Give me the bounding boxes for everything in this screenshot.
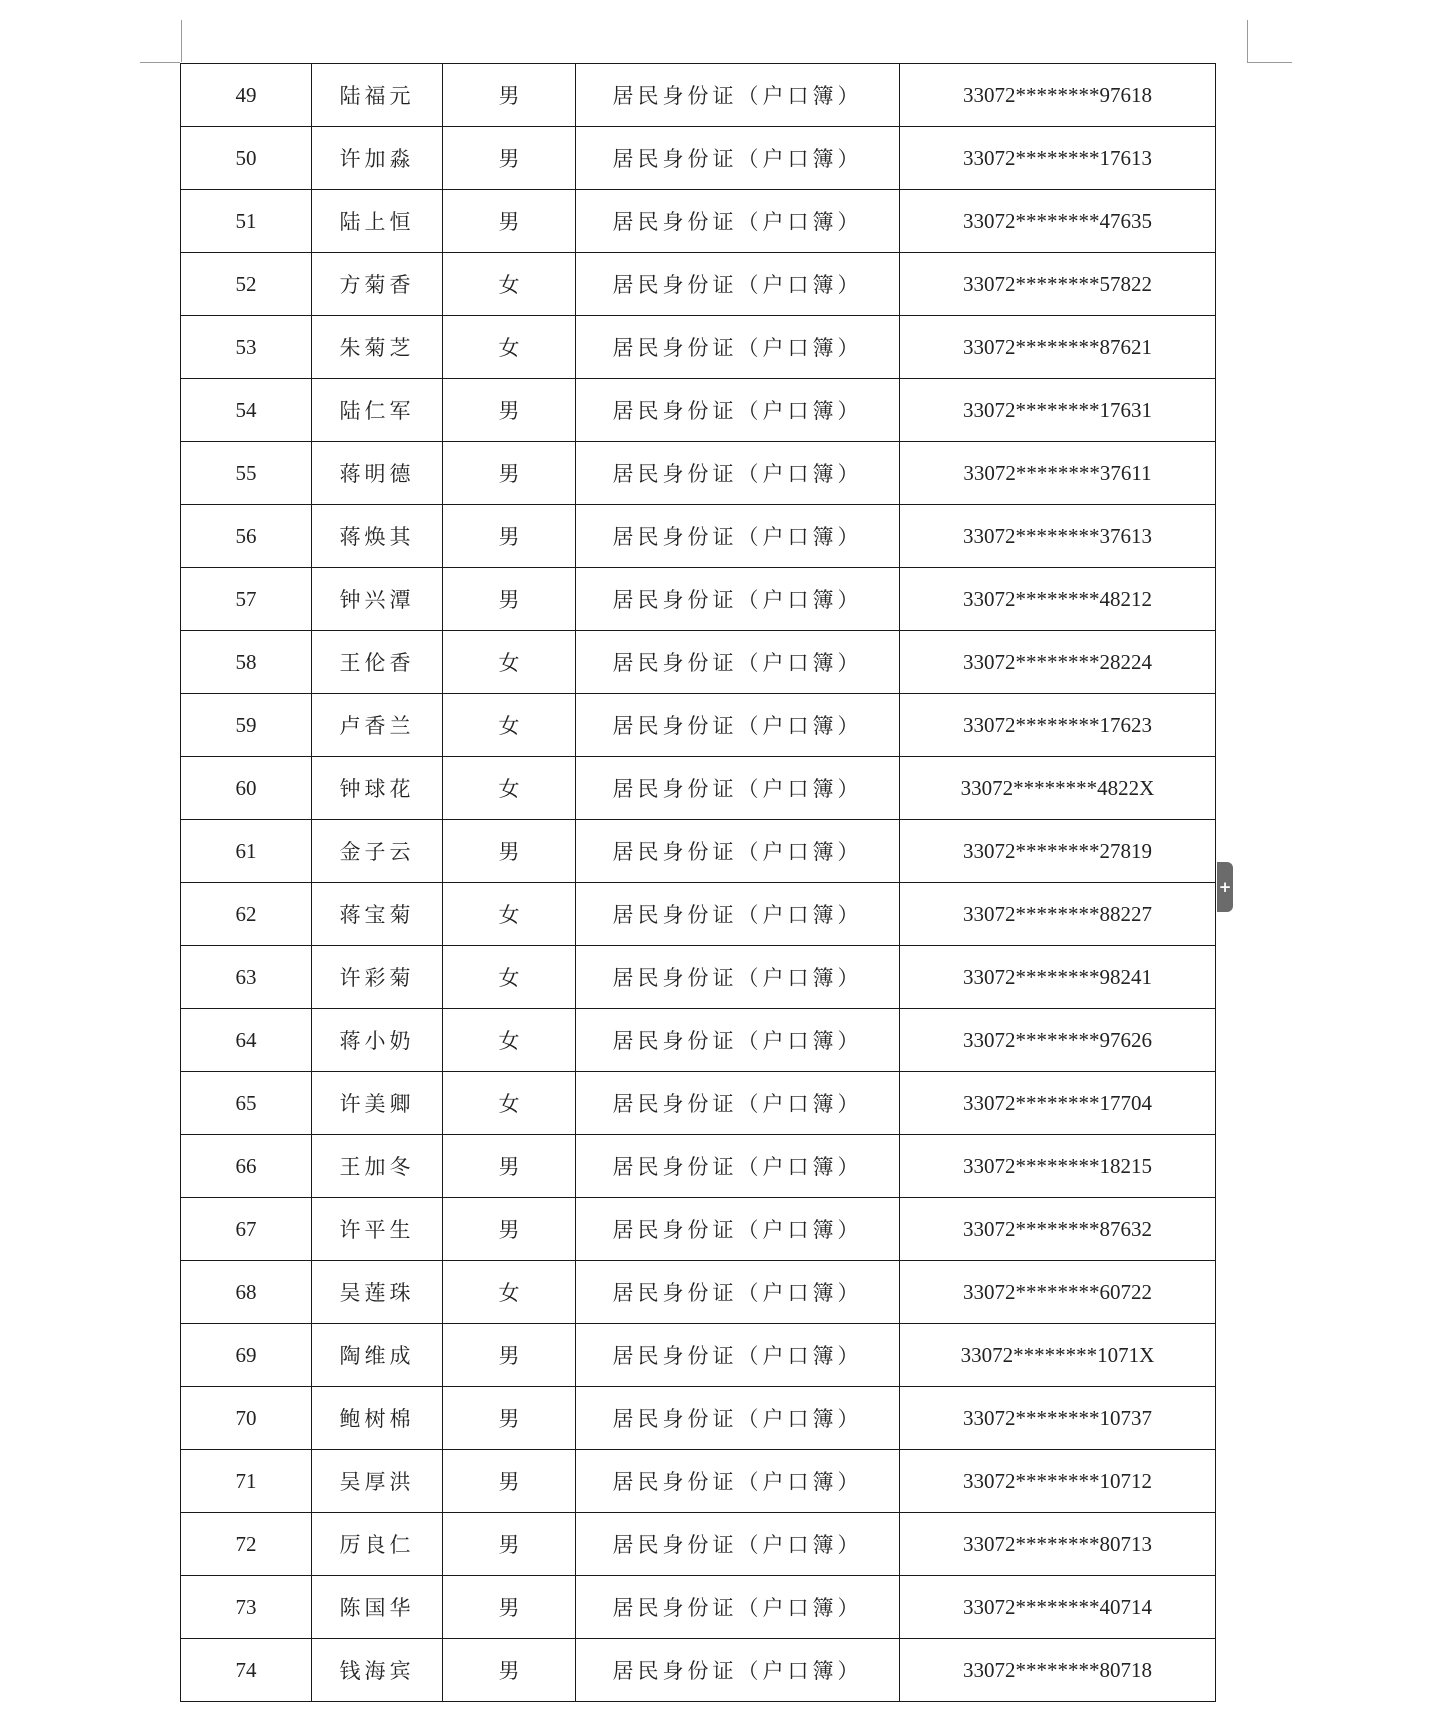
table-row xyxy=(181,694,1216,757)
plus-icon: + xyxy=(1218,878,1232,896)
gender-cell: 男 xyxy=(443,505,576,568)
name-cell: 许美卿 xyxy=(312,1072,443,1135)
row-number-cell: 53 xyxy=(181,316,312,379)
id-number-cell: 33072********80713 xyxy=(900,1513,1216,1576)
name-cell: 朱菊芝 xyxy=(312,316,443,379)
table-row xyxy=(181,1135,1216,1198)
table-row xyxy=(181,316,1216,379)
table-row xyxy=(181,442,1216,505)
name-cell: 陆上恒 xyxy=(312,190,443,253)
side-expand-tab[interactable] xyxy=(1217,862,1233,912)
name-cell: 钟球花 xyxy=(312,757,443,820)
id-number-cell: 33072********28224 xyxy=(900,631,1216,694)
name-cell: 蒋焕其 xyxy=(312,505,443,568)
name-cell: 陆福元 xyxy=(312,64,443,127)
row-number-cell: 68 xyxy=(181,1261,312,1324)
name-cell: 王伦香 xyxy=(312,631,443,694)
crop-mark-top-right-vertical xyxy=(1247,20,1248,62)
table-row xyxy=(181,1324,1216,1387)
gender-cell: 男 xyxy=(443,1576,576,1639)
id-type-cell: 居民身份证（户口簿） xyxy=(576,883,900,946)
row-number-cell: 70 xyxy=(181,1387,312,1450)
name-cell: 蒋宝菊 xyxy=(312,883,443,946)
name-cell: 陆仁军 xyxy=(312,379,443,442)
name-cell: 许平生 xyxy=(312,1198,443,1261)
row-number-cell: 57 xyxy=(181,568,312,631)
id-number-cell: 33072********97626 xyxy=(900,1009,1216,1072)
id-number-cell: 33072********87621 xyxy=(900,316,1216,379)
id-number-cell: 33072********1071X xyxy=(900,1324,1216,1387)
row-number-cell: 55 xyxy=(181,442,312,505)
gender-cell: 男 xyxy=(443,64,576,127)
name-cell: 卢香兰 xyxy=(312,694,443,757)
gender-cell: 女 xyxy=(443,316,576,379)
name-cell: 方菊香 xyxy=(312,253,443,316)
name-cell: 厉良仁 xyxy=(312,1513,443,1576)
table-row xyxy=(181,127,1216,190)
table-row xyxy=(181,1072,1216,1135)
gender-cell: 男 xyxy=(443,1387,576,1450)
id-number-cell: 33072********87632 xyxy=(900,1198,1216,1261)
id-type-cell: 居民身份证（户口簿） xyxy=(576,1198,900,1261)
row-number-cell: 60 xyxy=(181,757,312,820)
row-number-cell: 62 xyxy=(181,883,312,946)
id-number-cell: 33072********37613 xyxy=(900,505,1216,568)
gender-cell: 女 xyxy=(443,253,576,316)
id-number-cell: 33072********27819 xyxy=(900,820,1216,883)
table-row xyxy=(181,568,1216,631)
id-number-cell: 33072********17704 xyxy=(900,1072,1216,1135)
row-number-cell: 67 xyxy=(181,1198,312,1261)
name-cell: 陈国华 xyxy=(312,1576,443,1639)
row-number-cell: 72 xyxy=(181,1513,312,1576)
name-cell: 许加淼 xyxy=(312,127,443,190)
id-type-cell: 居民身份证（户口簿） xyxy=(576,568,900,631)
table-row xyxy=(181,1261,1216,1324)
name-cell: 吴厚洪 xyxy=(312,1450,443,1513)
name-cell: 鲍树棉 xyxy=(312,1387,443,1450)
roster-table-body xyxy=(181,64,1216,1702)
gender-cell: 女 xyxy=(443,883,576,946)
id-type-cell: 居民身份证（户口簿） xyxy=(576,694,900,757)
table-row xyxy=(181,379,1216,442)
table-row xyxy=(181,1009,1216,1072)
table-row xyxy=(181,1639,1216,1702)
name-cell: 吴莲珠 xyxy=(312,1261,443,1324)
id-type-cell: 居民身份证（户口簿） xyxy=(576,1324,900,1387)
crop-mark-top-left-horizontal xyxy=(140,62,180,63)
table-row xyxy=(181,1576,1216,1639)
id-type-cell: 居民身份证（户口簿） xyxy=(576,757,900,820)
table-row xyxy=(181,946,1216,1009)
gender-cell: 女 xyxy=(443,631,576,694)
gender-cell: 男 xyxy=(443,568,576,631)
row-number-cell: 73 xyxy=(181,1576,312,1639)
gender-cell: 男 xyxy=(443,379,576,442)
id-type-cell: 居民身份证（户口簿） xyxy=(576,1450,900,1513)
table-row xyxy=(181,190,1216,253)
id-number-cell: 33072********80718 xyxy=(900,1639,1216,1702)
gender-cell: 男 xyxy=(443,1324,576,1387)
name-cell: 蒋小奶 xyxy=(312,1009,443,1072)
table-row xyxy=(181,1450,1216,1513)
id-number-cell: 33072********17631 xyxy=(900,379,1216,442)
gender-cell: 女 xyxy=(443,1072,576,1135)
gender-cell: 男 xyxy=(443,1135,576,1198)
row-number-cell: 50 xyxy=(181,127,312,190)
id-number-cell: 33072********57822 xyxy=(900,253,1216,316)
id-type-cell: 居民身份证（户口簿） xyxy=(576,253,900,316)
id-type-cell: 居民身份证（户口簿） xyxy=(576,190,900,253)
gender-cell: 女 xyxy=(443,1009,576,1072)
name-cell: 金子云 xyxy=(312,820,443,883)
gender-cell: 男 xyxy=(443,1513,576,1576)
id-number-cell: 33072********98241 xyxy=(900,946,1216,1009)
id-type-cell: 居民身份证（户口簿） xyxy=(576,127,900,190)
id-number-cell: 33072********97618 xyxy=(900,64,1216,127)
id-number-cell: 33072********60722 xyxy=(900,1261,1216,1324)
id-number-cell: 33072********4822X xyxy=(900,757,1216,820)
gender-cell: 男 xyxy=(443,127,576,190)
id-type-cell: 居民身份证（户口簿） xyxy=(576,1387,900,1450)
crop-mark-top-left-vertical xyxy=(181,20,182,62)
crop-mark-top-right-horizontal xyxy=(1247,62,1292,63)
gender-cell: 女 xyxy=(443,694,576,757)
row-number-cell: 56 xyxy=(181,505,312,568)
id-type-cell: 居民身份证（户口簿） xyxy=(576,505,900,568)
table-row xyxy=(181,64,1216,127)
id-number-cell: 33072********40714 xyxy=(900,1576,1216,1639)
name-cell: 陶维成 xyxy=(312,1324,443,1387)
row-number-cell: 64 xyxy=(181,1009,312,1072)
id-type-cell: 居民身份证（户口簿） xyxy=(576,64,900,127)
name-cell: 许彩菊 xyxy=(312,946,443,1009)
roster-table xyxy=(180,63,1216,1702)
id-type-cell: 居民身份证（户口簿） xyxy=(576,820,900,883)
table-row xyxy=(181,1513,1216,1576)
id-number-cell: 33072********47635 xyxy=(900,190,1216,253)
gender-cell: 男 xyxy=(443,190,576,253)
id-number-cell: 33072********10737 xyxy=(900,1387,1216,1450)
id-number-cell: 33072********18215 xyxy=(900,1135,1216,1198)
gender-cell: 男 xyxy=(443,1198,576,1261)
gender-cell: 男 xyxy=(443,1450,576,1513)
name-cell: 蒋明德 xyxy=(312,442,443,505)
table-row xyxy=(181,505,1216,568)
id-type-cell: 居民身份证（户口簿） xyxy=(576,946,900,1009)
row-number-cell: 63 xyxy=(181,946,312,1009)
id-type-cell: 居民身份证（户口簿） xyxy=(576,1009,900,1072)
table-row xyxy=(181,883,1216,946)
row-number-cell: 51 xyxy=(181,190,312,253)
row-number-cell: 65 xyxy=(181,1072,312,1135)
row-number-cell: 71 xyxy=(181,1450,312,1513)
table-row xyxy=(181,631,1216,694)
row-number-cell: 58 xyxy=(181,631,312,694)
id-type-cell: 居民身份证（户口簿） xyxy=(576,379,900,442)
table-row xyxy=(181,820,1216,883)
row-number-cell: 54 xyxy=(181,379,312,442)
id-type-cell: 居民身份证（户口簿） xyxy=(576,1576,900,1639)
row-number-cell: 49 xyxy=(181,64,312,127)
row-number-cell: 66 xyxy=(181,1135,312,1198)
id-type-cell: 居民身份证（户口簿） xyxy=(576,1639,900,1702)
id-number-cell: 33072********37611 xyxy=(900,442,1216,505)
id-type-cell: 居民身份证（户口簿） xyxy=(576,631,900,694)
row-number-cell: 59 xyxy=(181,694,312,757)
id-type-cell: 居民身份证（户口簿） xyxy=(576,1072,900,1135)
row-number-cell: 74 xyxy=(181,1639,312,1702)
id-number-cell: 33072********10712 xyxy=(900,1450,1216,1513)
name-cell: 钱海宾 xyxy=(312,1639,443,1702)
name-cell: 王加冬 xyxy=(312,1135,443,1198)
id-type-cell: 居民身份证（户口簿） xyxy=(576,316,900,379)
id-number-cell: 33072********88227 xyxy=(900,883,1216,946)
id-number-cell: 33072********48212 xyxy=(900,568,1216,631)
table-row xyxy=(181,253,1216,316)
table-row xyxy=(181,1198,1216,1261)
gender-cell: 女 xyxy=(443,1261,576,1324)
id-type-cell: 居民身份证（户口簿） xyxy=(576,442,900,505)
id-type-cell: 居民身份证（户口簿） xyxy=(576,1513,900,1576)
id-type-cell: 居民身份证（户口簿） xyxy=(576,1135,900,1198)
id-number-cell: 33072********17623 xyxy=(900,694,1216,757)
row-number-cell: 69 xyxy=(181,1324,312,1387)
row-number-cell: 61 xyxy=(181,820,312,883)
id-type-cell: 居民身份证（户口簿） xyxy=(576,1261,900,1324)
gender-cell: 男 xyxy=(443,1639,576,1702)
gender-cell: 男 xyxy=(443,820,576,883)
id-number-cell: 33072********17613 xyxy=(900,127,1216,190)
gender-cell: 男 xyxy=(443,442,576,505)
row-number-cell: 52 xyxy=(181,253,312,316)
gender-cell: 女 xyxy=(443,757,576,820)
table-row xyxy=(181,1387,1216,1450)
gender-cell: 女 xyxy=(443,946,576,1009)
name-cell: 钟兴潭 xyxy=(312,568,443,631)
table-row xyxy=(181,757,1216,820)
